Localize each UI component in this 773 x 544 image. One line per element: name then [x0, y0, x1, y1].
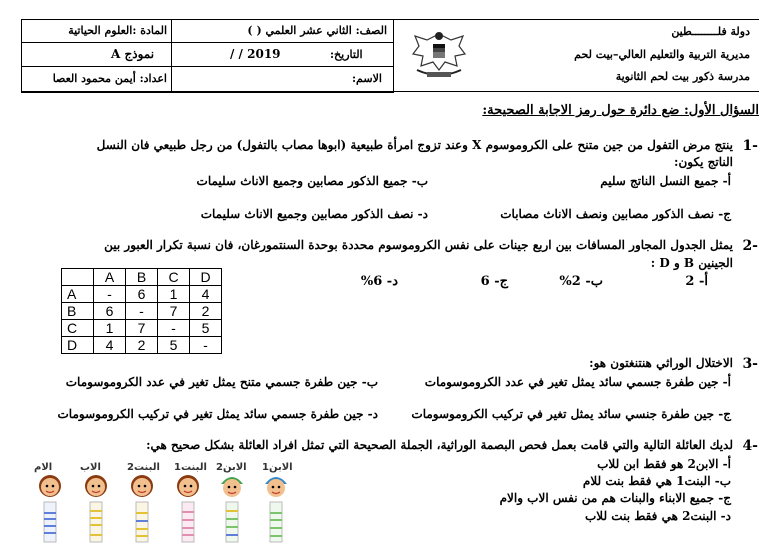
table-row — [62, 320, 222, 337]
header-state: دولة فلــــــــطين — [671, 25, 750, 38]
subject-label: المادة :العلوم الحياتية — [68, 24, 167, 37]
table-row-header: B — [62, 303, 94, 320]
grade-label: الصف: الثاني عشر العلمي ( ) — [247, 24, 387, 37]
q1-number: 1- — [742, 138, 758, 154]
q1-option-d[interactable]: د- نصف الذكور مصابين وجميع الاناث سليمات — [200, 207, 428, 221]
son1-face — [265, 477, 287, 542]
label-son1: الابن1 — [262, 462, 293, 473]
q1-option-a[interactable]: أ- جميع النسل الناتج سليم — [600, 174, 731, 188]
header-school: مدرسة ذكور بيت لحم الثانوية — [615, 70, 750, 83]
family-dna-figure — [30, 462, 300, 544]
table-cell: 1 — [158, 286, 190, 303]
table-row-header: C — [62, 320, 94, 337]
daughter2-face — [131, 475, 153, 542]
table-cell: - — [158, 320, 190, 337]
table-row — [62, 303, 222, 320]
table-cell: 6 — [126, 286, 158, 303]
q4-stem: لديك العائلة التالية والتي قامت بعمل فحص البصمة الوراثية، الجملة الصحيحة التي تمثل افراد العائلة بشكل صحيح هي: — [146, 438, 733, 452]
table-cell: - — [190, 337, 222, 354]
table-cell: 7 — [126, 320, 158, 337]
table-cell: 5 — [158, 337, 190, 354]
q2-option-a[interactable]: أ- 2 — [685, 274, 708, 289]
table-cell: 2 — [126, 337, 158, 354]
daughter1-face — [177, 475, 199, 542]
q3-option-d[interactable]: د- جين طفرة جسمي سائد يمثل تغير في تركيب الكروموسومات — [57, 407, 378, 421]
q2-option-c[interactable]: ج- 6 — [480, 274, 508, 289]
q1-option-b[interactable]: ب- جميع الذكور مصابين وجميع الاناث سليمات — [196, 174, 428, 188]
table-cell: 2 — [190, 303, 222, 320]
table-col-header: B — [126, 269, 158, 286]
label-son2: الابن2 — [216, 462, 247, 473]
table-cell: 7 — [158, 303, 190, 320]
q4-option-a[interactable]: أ- الابن2 هو فقط ابن للاب — [597, 457, 731, 471]
q3-number: 3- — [742, 356, 758, 372]
table-col-header: A — [94, 269, 126, 286]
table-col-header: D — [190, 269, 222, 286]
q2-stem-line2: الجينين B و D : — [650, 256, 733, 270]
label-mother: الام — [34, 462, 53, 473]
father-face — [85, 475, 107, 542]
table-row-header: A — [62, 286, 94, 303]
label-daughter2: البنت2 — [127, 462, 160, 473]
table-row — [62, 286, 222, 303]
q2-stem-line1: يمثل الجدول المجاور المسافات بين اربع جينات على نفس الكروموسوم محددة بوحدة السنتمورغان، فان نسبة تكرار العبور بين — [104, 238, 733, 252]
name-label: الاسم: — [352, 72, 382, 85]
table-cell: 6 — [94, 303, 126, 320]
q1-stem-line1: ينتج مرض التفول من جين متنح على الكروموسوم X وعند تزوج امرأة طبيعية (ابوها مصاب بالتفول) من رجل طبيعي فان النسل — [96, 138, 733, 152]
header-directorate: مديرية التربية والتعليم العالي–بيت لحم — [574, 48, 750, 61]
q4-option-b[interactable]: ب- البنت1 هي فقط بنت للام — [582, 474, 731, 488]
label-daughter1: البنت1 — [174, 462, 207, 473]
table-cell: 5 — [190, 320, 222, 337]
date-value: / / 2019 — [230, 47, 281, 61]
table-cell: 4 — [190, 286, 222, 303]
table-cell: 4 — [94, 337, 126, 354]
distance-table — [61, 268, 222, 354]
q2-option-d[interactable]: د- 6% — [360, 274, 398, 289]
table-header-row — [62, 269, 222, 286]
table-col-header: C — [158, 269, 190, 286]
q3-option-c[interactable]: ج- جين طفرة جنسي سائد يمثل تغير في تركيب الكروموسومات — [411, 407, 731, 421]
table-cell: - — [126, 303, 158, 320]
q3-option-a[interactable]: أ- جين طفرة جسمي سائد يمثل تغير في عدد الكروموسومات — [424, 375, 731, 389]
q3-stem: الاختلال الوراثي هنتنغتون هو: — [589, 356, 733, 370]
table-cell: 1 — [94, 320, 126, 337]
q4-option-d[interactable]: د- البنت2 هي فقط بنت للاب — [585, 509, 731, 523]
q4-number: 4- — [742, 438, 758, 454]
model-label: نموذج A — [111, 47, 155, 61]
q3-option-b[interactable]: ب- جين طفرة جسمي متنح يمثل تغير في عدد الكروموسومات — [65, 375, 378, 389]
q2-number: 2- — [742, 238, 758, 254]
palestine-emblem-logo — [409, 26, 469, 84]
table-row — [62, 337, 222, 354]
q2-option-b[interactable]: ب- 2% — [559, 274, 603, 289]
son2-face — [221, 477, 243, 542]
q4-option-c[interactable]: ج- جميع الابناء والبنات هم من نفس الاب والام — [499, 491, 731, 505]
label-father: الاب — [80, 462, 101, 473]
q1-option-c[interactable]: ج- نصف الذكور مصابين ونصف الاناث مصابات — [500, 207, 731, 221]
prepared-by: اعداد: أيمن محمود العصا — [52, 72, 167, 85]
table-cell: - — [94, 286, 126, 303]
section-title: السؤال الأول: ضع دائرة حول رمز الاجابة الصحيحة: — [482, 103, 759, 118]
mother-face — [39, 475, 61, 542]
family-faces-and-bands — [30, 472, 300, 544]
table-row-header: D — [62, 337, 94, 354]
date-label: التاريخ: — [330, 48, 363, 61]
q1-stem-line2: الناتج يكون: — [674, 155, 733, 169]
